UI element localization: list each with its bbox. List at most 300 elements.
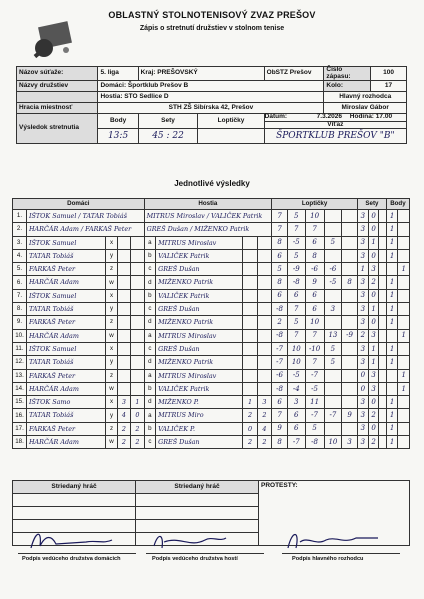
set-score: -9 bbox=[288, 263, 305, 276]
set-score bbox=[342, 382, 358, 395]
home-sub-b: 1 bbox=[131, 396, 144, 409]
match-number: 17. bbox=[13, 422, 27, 435]
home-player-letter: y bbox=[106, 303, 117, 316]
match-point: 1 bbox=[386, 436, 398, 449]
set-score: 13 bbox=[324, 329, 341, 342]
away-sub-a: 1 bbox=[243, 396, 257, 409]
match-point bbox=[398, 303, 410, 316]
match-number: 18. bbox=[13, 436, 27, 449]
sets-won: 3 bbox=[358, 303, 369, 316]
away-signature-icon bbox=[150, 528, 230, 554]
sets-won bbox=[379, 210, 386, 223]
away-sub-a bbox=[243, 289, 257, 302]
set-score: 6 bbox=[288, 289, 305, 302]
set-score: -5 bbox=[324, 276, 341, 289]
set-score: 6 bbox=[272, 249, 288, 262]
home-sub-a bbox=[117, 369, 130, 382]
home-sub-b bbox=[131, 249, 144, 262]
home-player-letter: y bbox=[106, 409, 117, 422]
home-sub-a bbox=[117, 236, 130, 249]
table-row bbox=[13, 356, 410, 369]
sets-won bbox=[379, 436, 386, 449]
lopticky-label: Loptičky bbox=[198, 114, 264, 129]
referee-label: Hlavný rozhodca bbox=[324, 92, 407, 103]
set-score bbox=[342, 422, 358, 435]
table-row bbox=[13, 249, 410, 262]
match-point: 1 bbox=[386, 342, 398, 355]
set-score bbox=[342, 303, 358, 316]
table-row bbox=[13, 436, 410, 449]
set-score: 8 bbox=[272, 276, 288, 289]
home-sub-b bbox=[131, 329, 144, 342]
set-score bbox=[342, 263, 358, 276]
set-score bbox=[324, 249, 341, 262]
set-score bbox=[342, 396, 358, 409]
set-score: -6 bbox=[324, 263, 341, 276]
home-player-letter: z bbox=[106, 316, 117, 329]
sets-won bbox=[379, 249, 386, 262]
table-row bbox=[13, 303, 410, 316]
match-number-value: 100 bbox=[371, 67, 407, 81]
home-signature-icon bbox=[26, 528, 116, 554]
association-value: ObSTZ Prešov bbox=[264, 67, 324, 81]
match-number: 6. bbox=[13, 276, 27, 289]
table-row bbox=[13, 210, 410, 223]
away-team: Hostia: STO Sedlice D bbox=[98, 92, 324, 103]
round-label: Kolo: bbox=[324, 81, 371, 92]
home-sub-b bbox=[131, 303, 144, 316]
home-player: IŠTOK Samuel bbox=[26, 289, 105, 302]
home-player: FARKAŠ Peter bbox=[26, 316, 105, 329]
set-score: 8 bbox=[342, 276, 358, 289]
sets-won bbox=[379, 303, 386, 316]
venue-value: STH ZŠ Sibírska 42, Prešov bbox=[98, 103, 324, 114]
home-sub-b bbox=[131, 382, 144, 395]
away-player-letter: c bbox=[144, 263, 155, 276]
set-score: -8 bbox=[272, 329, 288, 342]
sets-won: 3 bbox=[358, 436, 369, 449]
away-signature-label: Podpis vedúceho družstva hostí bbox=[152, 556, 238, 562]
set-score: 5 bbox=[288, 210, 305, 223]
away-player: GREŠ Dušan bbox=[156, 303, 243, 316]
home-player-letter: x bbox=[106, 396, 117, 409]
referee-name: Miroslav Gábor bbox=[324, 103, 407, 114]
set-score: 7 bbox=[288, 329, 305, 342]
match-number: 13. bbox=[13, 369, 27, 382]
sets-won bbox=[379, 369, 386, 382]
set-score: -7 bbox=[305, 369, 324, 382]
home-player: TATAR Tobiáš bbox=[26, 249, 105, 262]
table-row bbox=[13, 289, 410, 302]
home-signature-label: Podpis vedúceho družstva domácich bbox=[22, 556, 121, 562]
home-sub-a bbox=[117, 249, 130, 262]
home-player: IŠTOK Samo bbox=[26, 396, 105, 409]
away-players: GREŠ Dušan / MIŽENKO Patrik bbox=[144, 223, 272, 236]
away-player-letter: b bbox=[144, 422, 155, 435]
away-player-letter: c bbox=[144, 436, 155, 449]
match-number: 9. bbox=[13, 316, 27, 329]
sets-won: 3 bbox=[358, 409, 369, 422]
sets-won: 1 bbox=[368, 236, 379, 249]
set-score bbox=[342, 236, 358, 249]
away-player-letter: d bbox=[144, 356, 155, 369]
away-sub-b: 4 bbox=[257, 422, 271, 435]
away-sub-a bbox=[243, 356, 257, 369]
away-sub-b bbox=[257, 382, 271, 395]
set-score: 6 bbox=[305, 289, 324, 302]
sets-won bbox=[379, 236, 386, 249]
set-score: 9 bbox=[342, 409, 358, 422]
table-row bbox=[13, 382, 410, 395]
home-player: TATAR Tobiáš bbox=[26, 303, 105, 316]
sets-won: 3 bbox=[358, 236, 369, 249]
match-number: 8. bbox=[13, 303, 27, 316]
match-point: 1 bbox=[386, 396, 398, 409]
away-sub-b bbox=[257, 369, 271, 382]
sets-won: 3 bbox=[358, 396, 369, 409]
venue-label: Hracia miestnosť bbox=[17, 103, 98, 114]
sets-won: 3 bbox=[358, 210, 369, 223]
match-number: 2. bbox=[13, 223, 27, 236]
set-score: -6 bbox=[305, 263, 324, 276]
time-value: 17.00 bbox=[375, 113, 393, 120]
sets-won: 2 bbox=[368, 409, 379, 422]
home-sub-a: 2 bbox=[117, 436, 130, 449]
sety-label: Sety bbox=[138, 114, 198, 129]
home-sub-a bbox=[117, 382, 130, 395]
set-score bbox=[324, 289, 341, 302]
sets-won: 1 bbox=[368, 303, 379, 316]
home-player: TATAR Tobiáš bbox=[26, 356, 105, 369]
home-sub-b: 2 bbox=[131, 422, 144, 435]
away-sub-a bbox=[243, 263, 257, 276]
home-sub-b bbox=[131, 342, 144, 355]
document-subtitle: Zápis o stretnutí družstiev v stolnom tenise bbox=[139, 25, 285, 32]
set-score: 5 bbox=[324, 342, 341, 355]
referee-signature-icon bbox=[282, 526, 382, 554]
home-player-letter: x bbox=[106, 289, 117, 302]
match-number: 12. bbox=[13, 356, 27, 369]
match-number: 14. bbox=[13, 382, 27, 395]
table-row bbox=[13, 316, 410, 329]
col-home: Domáci bbox=[13, 199, 145, 210]
match-point: 1 bbox=[386, 422, 398, 435]
away-player: VALIČEK Patrik bbox=[156, 249, 243, 262]
set-score: 9 bbox=[272, 422, 288, 435]
home-sub-a: 2 bbox=[117, 422, 130, 435]
table-row bbox=[13, 223, 410, 236]
match-point: 1 bbox=[386, 236, 398, 249]
away-sub-a bbox=[243, 329, 257, 342]
protests-label: PROTESTY: bbox=[259, 481, 410, 546]
result-label: Výsledok stretnutia bbox=[17, 114, 98, 144]
sets-won: 1 bbox=[358, 263, 369, 276]
sets-won: 3 bbox=[358, 289, 369, 302]
home-sub-a bbox=[117, 263, 130, 276]
set-score bbox=[342, 369, 358, 382]
table-row bbox=[13, 342, 410, 355]
sets-won: 3 bbox=[368, 382, 379, 395]
away-player-letter: b bbox=[144, 289, 155, 302]
home-player: FARKAŠ Peter bbox=[26, 369, 105, 382]
home-sub-label: Striedaný hráč bbox=[13, 481, 136, 494]
away-player: VALIČEK Patrik bbox=[156, 382, 243, 395]
sets-won bbox=[379, 223, 386, 236]
home-player: FARKAŠ Peter bbox=[26, 263, 105, 276]
set-score bbox=[342, 342, 358, 355]
col-away: Hostia bbox=[144, 199, 272, 210]
away-sub-a bbox=[243, 276, 257, 289]
col-balls: Loptičky bbox=[272, 199, 358, 210]
home-player-letter: x bbox=[106, 342, 117, 355]
sets-won: 0 bbox=[368, 422, 379, 435]
sets-won: 0 bbox=[368, 396, 379, 409]
away-sub-b bbox=[257, 356, 271, 369]
set-score: 8 bbox=[272, 436, 288, 449]
away-sub-b bbox=[257, 329, 271, 342]
sets-won: 0 bbox=[368, 289, 379, 302]
set-score: 3 bbox=[288, 396, 305, 409]
away-player-letter: d bbox=[144, 316, 155, 329]
results-section-title: Jednotlivé výsledky bbox=[174, 179, 250, 188]
sets-won: 3 bbox=[358, 356, 369, 369]
set-score: 5 bbox=[288, 316, 305, 329]
home-team: Domáci: Športklub Prešov B bbox=[98, 81, 324, 92]
match-number-label: Číslo zápasu: bbox=[324, 67, 371, 81]
home-player-letter: y bbox=[106, 249, 117, 262]
home-sub-a bbox=[117, 356, 130, 369]
away-player: VALIČEK Patrik bbox=[156, 289, 243, 302]
set-score: -5 bbox=[305, 382, 324, 395]
set-score: -7 bbox=[272, 356, 288, 369]
away-player-letter: d bbox=[144, 396, 155, 409]
table-row bbox=[13, 263, 410, 276]
home-player-letter: w bbox=[106, 276, 117, 289]
set-score: -10 bbox=[305, 342, 324, 355]
home-sub-a: 3 bbox=[117, 396, 130, 409]
set-score: -5 bbox=[288, 369, 305, 382]
away-player: MIŽENKO Patrik bbox=[156, 276, 243, 289]
home-sub-b: 0 bbox=[131, 409, 144, 422]
round-value: 17 bbox=[371, 81, 407, 92]
match-point bbox=[386, 369, 398, 382]
set-score bbox=[324, 382, 341, 395]
sets-won bbox=[379, 316, 386, 329]
set-score: 7 bbox=[305, 329, 324, 342]
sets-won: 3 bbox=[358, 276, 369, 289]
sets-won bbox=[379, 382, 386, 395]
set-score bbox=[342, 356, 358, 369]
set-score: 10 bbox=[305, 316, 324, 329]
competition-label: Názov súťaže: bbox=[17, 67, 98, 81]
set-score: 7 bbox=[305, 356, 324, 369]
set-score: 5 bbox=[272, 263, 288, 276]
set-score bbox=[342, 223, 358, 236]
sets-won: 3 bbox=[368, 329, 379, 342]
match-point: 1 bbox=[386, 249, 398, 262]
home-sub-a bbox=[117, 303, 130, 316]
away-sub-a bbox=[243, 382, 257, 395]
sets-won bbox=[379, 396, 386, 409]
away-player: GREŠ Dušan bbox=[156, 436, 243, 449]
col-sets: Sety bbox=[358, 199, 387, 210]
match-point: 1 bbox=[386, 316, 398, 329]
set-score: 3 bbox=[324, 303, 341, 316]
match-point bbox=[398, 396, 410, 409]
region-value: Kraj: PREŠOVSKÝ bbox=[138, 67, 264, 81]
set-score: 8 bbox=[305, 249, 324, 262]
match-point: 1 bbox=[386, 409, 398, 422]
home-sub-a: 4 bbox=[117, 409, 130, 422]
match-point bbox=[398, 276, 410, 289]
away-sub-b: 2 bbox=[257, 409, 271, 422]
away-player-letter: a bbox=[144, 409, 155, 422]
away-sub-b bbox=[257, 303, 271, 316]
body-label: Body bbox=[98, 114, 138, 129]
set-score: -7 bbox=[324, 409, 341, 422]
date-value: 7.3.2026 bbox=[316, 113, 342, 120]
home-player: FARKAŠ Peter bbox=[26, 422, 105, 435]
teams-label: Názvy družstiev bbox=[17, 81, 98, 92]
home-sub-b bbox=[131, 316, 144, 329]
sets-won bbox=[379, 329, 386, 342]
match-point: 1 bbox=[398, 369, 410, 382]
table-row bbox=[13, 329, 410, 342]
match-point: 1 bbox=[386, 289, 398, 302]
away-sub-b bbox=[257, 249, 271, 262]
home-player-letter: z bbox=[106, 263, 117, 276]
set-score: 11 bbox=[305, 396, 324, 409]
set-score: 5 bbox=[324, 356, 341, 369]
away-player-letter: a bbox=[144, 369, 155, 382]
set-score: -8 bbox=[272, 382, 288, 395]
away-sub-a bbox=[243, 249, 257, 262]
match-number: 1. bbox=[13, 210, 27, 223]
match-number: 11. bbox=[13, 342, 27, 355]
match-point: 1 bbox=[386, 210, 398, 223]
set-score: 6 bbox=[272, 396, 288, 409]
away-sub-a: 2 bbox=[243, 409, 257, 422]
set-score: 5 bbox=[324, 236, 341, 249]
home-sub-a bbox=[117, 289, 130, 302]
table-row bbox=[13, 396, 410, 409]
winner-value: ŠPORTKLUB PREŠOV "B" bbox=[264, 129, 406, 144]
away-player-letter: b bbox=[144, 249, 155, 262]
set-score: -7 bbox=[272, 342, 288, 355]
home-sub-a bbox=[117, 329, 130, 342]
away-player-letter: a bbox=[144, 236, 155, 249]
match-point: 1 bbox=[386, 303, 398, 316]
set-score bbox=[324, 316, 341, 329]
referee-signature-label: Podpis hlavného rozhodcu bbox=[292, 556, 364, 562]
body-value: 13:5 bbox=[98, 129, 138, 144]
set-score: 7 bbox=[288, 223, 305, 236]
set-score: 5 bbox=[305, 422, 324, 435]
match-number: 7. bbox=[13, 289, 27, 302]
set-score: 10 bbox=[288, 342, 305, 355]
away-sub-b bbox=[257, 263, 271, 276]
sets-won: 2 bbox=[368, 276, 379, 289]
match-point bbox=[398, 249, 410, 262]
set-score: 6 bbox=[305, 303, 324, 316]
match-point bbox=[398, 356, 410, 369]
away-player-letter: d bbox=[144, 276, 155, 289]
home-sub-b bbox=[131, 369, 144, 382]
sety-value: 45 : 22 bbox=[138, 129, 198, 144]
match-point bbox=[386, 382, 398, 395]
home-sub-b bbox=[131, 356, 144, 369]
set-score bbox=[342, 289, 358, 302]
away-sub-a bbox=[243, 342, 257, 355]
set-score bbox=[342, 249, 358, 262]
set-score: -9 bbox=[342, 329, 358, 342]
sets-won: 0 bbox=[368, 223, 379, 236]
set-score: -4 bbox=[288, 382, 305, 395]
home-player: HARČÁR Adam bbox=[26, 276, 105, 289]
home-sub-b: 2 bbox=[131, 436, 144, 449]
away-sub-b bbox=[257, 236, 271, 249]
set-score: 10 bbox=[324, 436, 341, 449]
away-sub-a: 0 bbox=[243, 422, 257, 435]
match-number: 10. bbox=[13, 329, 27, 342]
set-score bbox=[324, 396, 341, 409]
home-sub-b bbox=[131, 236, 144, 249]
away-sub-b bbox=[257, 289, 271, 302]
results-table bbox=[12, 198, 410, 449]
home-player: HARČÁR Adam bbox=[26, 329, 105, 342]
away-sub-b bbox=[257, 316, 271, 329]
match-point bbox=[398, 289, 410, 302]
sets-won: 3 bbox=[358, 223, 369, 236]
sets-won: 2 bbox=[358, 329, 369, 342]
away-sub-a bbox=[243, 316, 257, 329]
set-score: 7 bbox=[305, 223, 324, 236]
away-sub-a bbox=[243, 369, 257, 382]
set-score bbox=[324, 369, 341, 382]
away-player-letter: c bbox=[144, 342, 155, 355]
home-player: IŠTOK Samuel bbox=[26, 342, 105, 355]
home-player: HARČÁR Adam bbox=[26, 382, 105, 395]
match-point bbox=[386, 329, 398, 342]
away-player: MIŽENKO P. bbox=[156, 396, 243, 409]
match-point bbox=[398, 210, 410, 223]
set-score bbox=[324, 210, 341, 223]
set-score: 10 bbox=[305, 210, 324, 223]
away-sub-b: 2 bbox=[257, 436, 271, 449]
sets-won: 3 bbox=[368, 263, 379, 276]
home-players: HARČÁR Adam / FARKAŠ Peter bbox=[26, 223, 144, 236]
set-score: 9 bbox=[305, 276, 324, 289]
table-row bbox=[13, 409, 410, 422]
set-score: -5 bbox=[288, 236, 305, 249]
match-info-table bbox=[16, 66, 407, 144]
away-sub-a bbox=[243, 236, 257, 249]
col-points: Body bbox=[386, 199, 409, 210]
set-score: 10 bbox=[288, 356, 305, 369]
away-player: GREŠ Dušan bbox=[156, 342, 243, 355]
date-label: Dátum: bbox=[264, 113, 288, 120]
match-point bbox=[398, 316, 410, 329]
set-score: 6 bbox=[305, 236, 324, 249]
set-score: 7 bbox=[272, 210, 288, 223]
sets-won: 3 bbox=[358, 422, 369, 435]
home-player: IŠTOK Samuel bbox=[26, 236, 105, 249]
sets-won: 3 bbox=[358, 316, 369, 329]
match-point bbox=[398, 223, 410, 236]
match-point bbox=[398, 422, 410, 435]
home-player-letter: w bbox=[106, 436, 117, 449]
home-sub-b bbox=[131, 263, 144, 276]
